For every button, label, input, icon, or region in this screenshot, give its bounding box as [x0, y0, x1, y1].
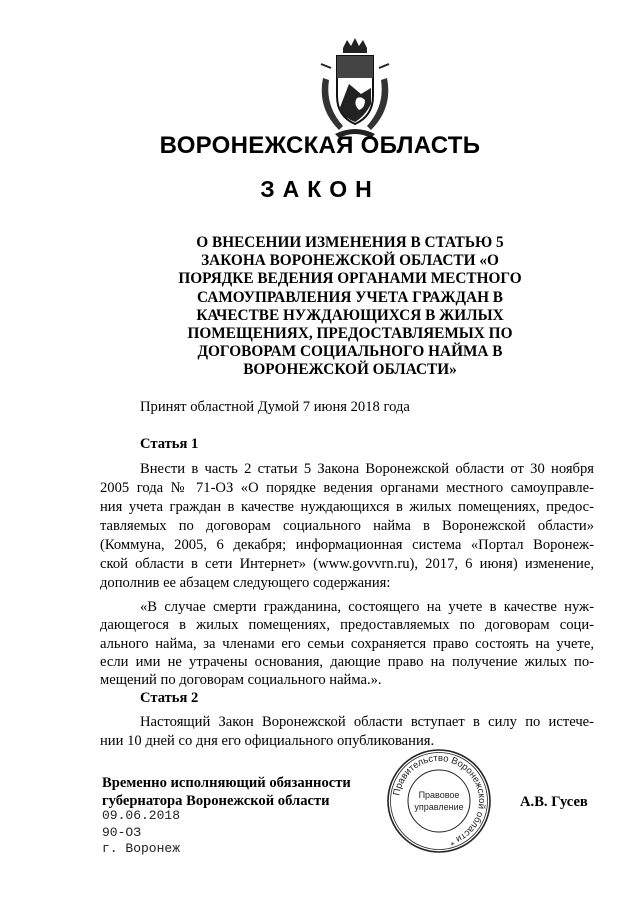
paragraph-line: 2005 года № 71-ОЗ «О порядке ведения органами местного самоуправле-: [100, 480, 594, 496]
quote-line: «В случае смерти гражданина, состоящего на учете в качестве нуж-: [140, 599, 594, 615]
paragraph-line: Настоящий Закон Воронежской области вступает в силу по истече-: [140, 714, 594, 730]
signatory-position-line: губернатора Воронежской области: [102, 793, 330, 809]
law-title-line: КАЧЕСТВЕ НУЖДАЮЩИХСЯ В ЖИЛЫХ: [196, 306, 504, 324]
stamp-center-line: Правовое: [418, 790, 460, 800]
article-1-heading: Статья 1: [140, 436, 199, 452]
registration-number: 90-ОЗ: [102, 824, 142, 840]
signatory-name: А.В. Гусев: [520, 794, 588, 810]
voronezh-coat-of-arms-icon: [313, 38, 397, 138]
paragraph-line: тавляемых по договорам социального найма в Воронежской области»: [100, 518, 594, 534]
signatory-position: [102, 774, 351, 810]
stamp-center-line: управление: [414, 802, 464, 812]
article-2-paragraph: [100, 713, 594, 751]
signatory-position-line: Временно исполняющий обязанности: [102, 775, 351, 791]
paragraph-line: нии 10 дней со дня его официального опубликования.: [100, 733, 435, 749]
adoption-note: Принят областной Думой 7 июня 2018 года: [140, 399, 410, 415]
quote-line: ального найма, за членами его семьи сохраняется право состоять на учете,: [100, 635, 594, 652]
paragraph-line: ния учета граждан в качестве нуждающихся в жилых помещениях, предос-: [100, 499, 594, 515]
registration-city: г. Воронеж: [102, 841, 181, 856]
article-1-paragraph: [100, 460, 594, 593]
amendment-quote: [100, 598, 594, 689]
paragraph-line: Внести в часть 2 статьи 5 Закона Воронежской области от 30 ноября: [140, 461, 594, 477]
law-title-line: ПОМЕЩЕНИЯХ, ПРЕДОСТАВЛЯЕМЫХ ПО: [187, 325, 513, 343]
registration-date: 09.06.2018: [102, 808, 181, 823]
article-2-heading: Статья 2: [140, 690, 199, 706]
law-title-line: ВОРОНЕЖСКОЙ ОБЛАСТИ»: [243, 361, 457, 379]
law-title-line: О ВНЕСЕНИИ ИЗМЕНЕНИЯ В СТАТЬЮ 5: [196, 234, 504, 251]
official-stamp-icon: [386, 748, 492, 854]
paragraph-line: ской области в сети Интернет» (www.govvrn.ru), 2017, 6 июня) изменение,: [100, 556, 594, 572]
law-title-line: САМОУПРАВЛЕНИЯ УЧЕТА ГРАЖДАН В: [196, 288, 503, 306]
paragraph-line: дополнив ее абзацем следующего содержания:: [100, 575, 391, 591]
law-title-line: ЗАКОНА ВОРОНЕЖСКОЙ ОБЛАСТИ «О: [201, 252, 499, 270]
quote-line: если ими не утрачены основания, дающие право на получение жилых по-: [100, 653, 594, 670]
quote-line: дающегося в жилых помещениях, предоставляемых по договорам соци-: [100, 617, 594, 634]
paragraph-line: (Коммуна, 2005, 6 декабря; информационная система «Портал Воронеж-: [100, 537, 594, 553]
document-type-heading: ЗАКОН: [260, 176, 380, 202]
region-heading: ВОРОНЕЖСКАЯ ОБЛАСТЬ: [159, 132, 481, 159]
quote-line: мещений по договорам социального найма.».: [100, 672, 382, 689]
registration-block: [102, 808, 180, 858]
law-title: [150, 234, 550, 380]
stamp-ring-text: Правительство Воронежской области *: [391, 752, 488, 848]
law-title-line: ДОГОВОРАМ СОЦИАЛЬНОГО НАЙМА В: [197, 343, 503, 361]
law-title-line: ПОРЯДКЕ ВЕДЕНИЯ ОРГАНАМИ МЕСТНОГО: [178, 270, 522, 288]
